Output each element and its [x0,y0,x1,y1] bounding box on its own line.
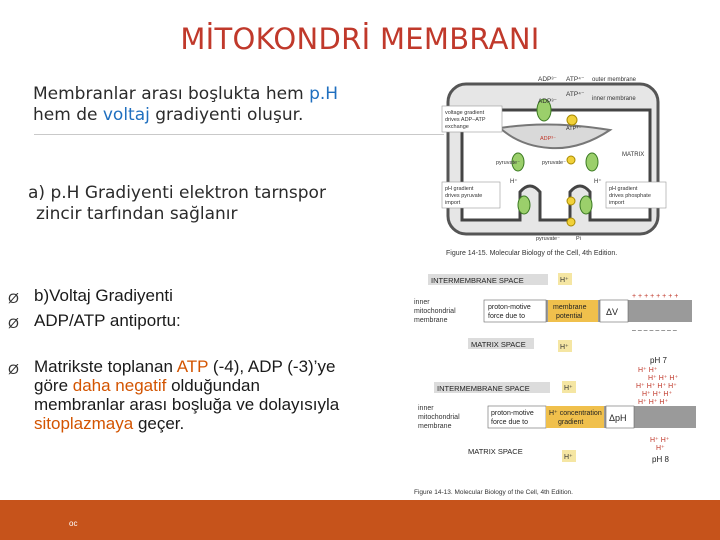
ph-l3: import [445,200,461,206]
intro-text-1: Membranlar arası boşlukta hem [33,84,310,104]
adp-inner-label: ADP³⁻ [540,136,557,142]
matrix-space-label-a: MATRIX SPACE [471,340,526,349]
hplus-label-b: H⁺ [564,385,573,392]
svg-text:H⁺ H⁺: H⁺ H⁺ [650,437,670,444]
inner-label-b2: mitochondrial [418,414,460,421]
hplus-label-right: H⁺ [594,179,602,185]
bullet3-mid: (-4), ADP (-3)’ye [208,357,336,376]
daha-negatif-highlight: daha negatif [72,376,167,395]
pmf-label-a1: proton-motive [488,304,531,311]
mp-label-1: membrane [553,304,587,311]
pi-molecule [567,197,575,205]
vg-line3: exchange [445,124,469,130]
divider [34,134,444,135]
minus-charges: – – – – – – – – [632,327,677,334]
bullet3-pre: Matrikste toplanan [34,357,177,376]
phosphate-symporter [586,153,598,171]
atp-label: ATP⁴⁻ [566,76,585,83]
bottom-figure-caption: Figure 14-13. Molecular Biology of the Cell, 4th Edition. [414,489,573,496]
phosphate-transporter-lower [580,196,592,214]
matrix-label: MATRIX [622,152,645,158]
bullet-antiport: ADP/ATP antiportu: [34,311,181,330]
atp-molecule [567,115,577,125]
vg-line1: voltage gradient [445,110,485,116]
pyruvate-right-label: pyruvate⁻ [542,160,566,166]
sitoplazma-highlight: sitoplazmaya [34,414,134,433]
ph-r3: import [609,200,625,206]
delta-v-label: ΔV [606,307,619,317]
inner-label-a2: mitochondrial [414,308,456,315]
hplus-label-left: H⁺ [510,179,518,185]
mitochondrion-transport-figure [440,70,670,260]
inner-label-a3: membrane [414,317,448,324]
voltaj-highlight: voltaj [102,105,150,125]
ph-l2: drives pyruvate [445,193,483,199]
svg-text:H⁺ H⁺: H⁺ H⁺ [638,367,658,374]
vg-line2: drives ADP–ATP [445,117,486,123]
bullet-matrix-line2 [34,377,404,395]
svg-text:H⁺ H⁺ H⁺: H⁺ H⁺ H⁺ [642,391,673,398]
slide-number: oc [69,519,78,528]
adp-label: ADP³⁻ [538,76,557,83]
ph-l1: pH gradient [445,186,474,192]
pi-molecule [567,156,575,164]
pyruvate-transporter-lower [518,196,530,214]
bullet-matrix-line3: membranlar arası boşluğa ve dolayısıyla [34,395,340,414]
intro-text-2: hem de [33,105,103,125]
inner-membrane-label: inner membrane [592,96,636,102]
bullet-voltage-gradient: b)Voltaj Gradiyenti [34,286,173,305]
proton-cluster-low [650,437,670,452]
ph-r1: pH gradient [609,186,638,192]
top-figure-caption: Figure 14-15. Molecular Biology of the Cell, 4th Edition. [446,250,618,257]
bullet3-line2-pre: göre [34,376,73,395]
bullet-arrow-icon: Ø [8,361,19,377]
svg-text:H⁺ H⁺ H⁺ H⁺: H⁺ H⁺ H⁺ H⁺ [636,383,677,390]
outer-membrane-label: outer membrane [592,77,637,83]
conc-label-1: H⁺ concentration [549,410,602,417]
plus-charges: + + + + + + + + [632,293,679,300]
atp-label-2: ATP⁴⁻ [566,91,585,98]
inner-label-b3: membrane [418,423,452,430]
ph-r2: drives phosphate [609,193,651,199]
intro-text-3: gradiyenti oluşur. [149,105,304,125]
ph-gradient-paragraph [28,183,448,225]
pyruvate-left-label: pyruvate⁻ [496,160,520,166]
hplus-label-a: H⁺ [560,277,569,284]
bullet-arrow-icon: Ø [8,315,19,331]
pmf-label-b2: force due to [491,419,528,426]
ph-highlight: p.H [309,84,339,104]
bullet-matrix-line4 [34,415,404,433]
svg-text:H⁺ H⁺ H⁺: H⁺ H⁺ H⁺ [648,375,679,382]
hplus-label-a2: H⁺ [560,344,569,351]
ims-label-b: INTERMEMBRANE SPACE [437,384,530,393]
mp-label-2: potential [556,313,583,320]
ph-gradient-line-1: a) p.H Gradiyenti elektron tarnspor [28,183,326,203]
delta-ph-label: ΔpH [609,413,627,423]
proton-motive-force-figure [410,270,710,500]
svg-text:H⁺: H⁺ [656,445,665,452]
pi-molecule [567,218,575,226]
ph7-label: pH 7 [650,356,667,365]
ph8-label: pH 8 [652,455,669,464]
inner-label-b1: inner [418,405,434,412]
pyruvate-bottom-label: pyruvate⁻ [536,236,560,242]
proton-cluster-high [636,367,678,406]
ims-label-a: INTERMEMBRANE SPACE [431,276,524,285]
inner-label-a1: inner [414,299,430,306]
bullet3-line4-post: geçer. [133,414,185,433]
pmf-label-b1: proton-motive [491,410,534,417]
hplus-label-b2: H⁺ [564,454,573,461]
intro-paragraph [33,84,453,126]
atp-inner-label: ATP⁴⁻ [566,126,582,132]
atp-highlight: ATP [176,357,209,376]
adp-label-2: ADP³⁻ [538,98,557,105]
conc-label-2: gradient [558,419,584,426]
ph-gradient-line-2: zincir tarfından sağlanır [36,204,238,224]
bullet-arrow-icon: Ø [8,290,19,306]
footer-bar [0,500,720,540]
slide-title: MİTOKONDRİ MEMBRANI [180,22,540,56]
bullet3-line2-post: olduğundan [166,376,260,395]
pi-bottom-label: Pi [576,236,581,242]
matrix-space-label-b: MATRIX SPACE [468,447,523,456]
svg-text:H⁺ H⁺ H⁺: H⁺ H⁺ H⁺ [638,399,669,406]
pmf-label-a2: force due to [488,313,525,320]
bullet-matrix-text [34,358,404,376]
